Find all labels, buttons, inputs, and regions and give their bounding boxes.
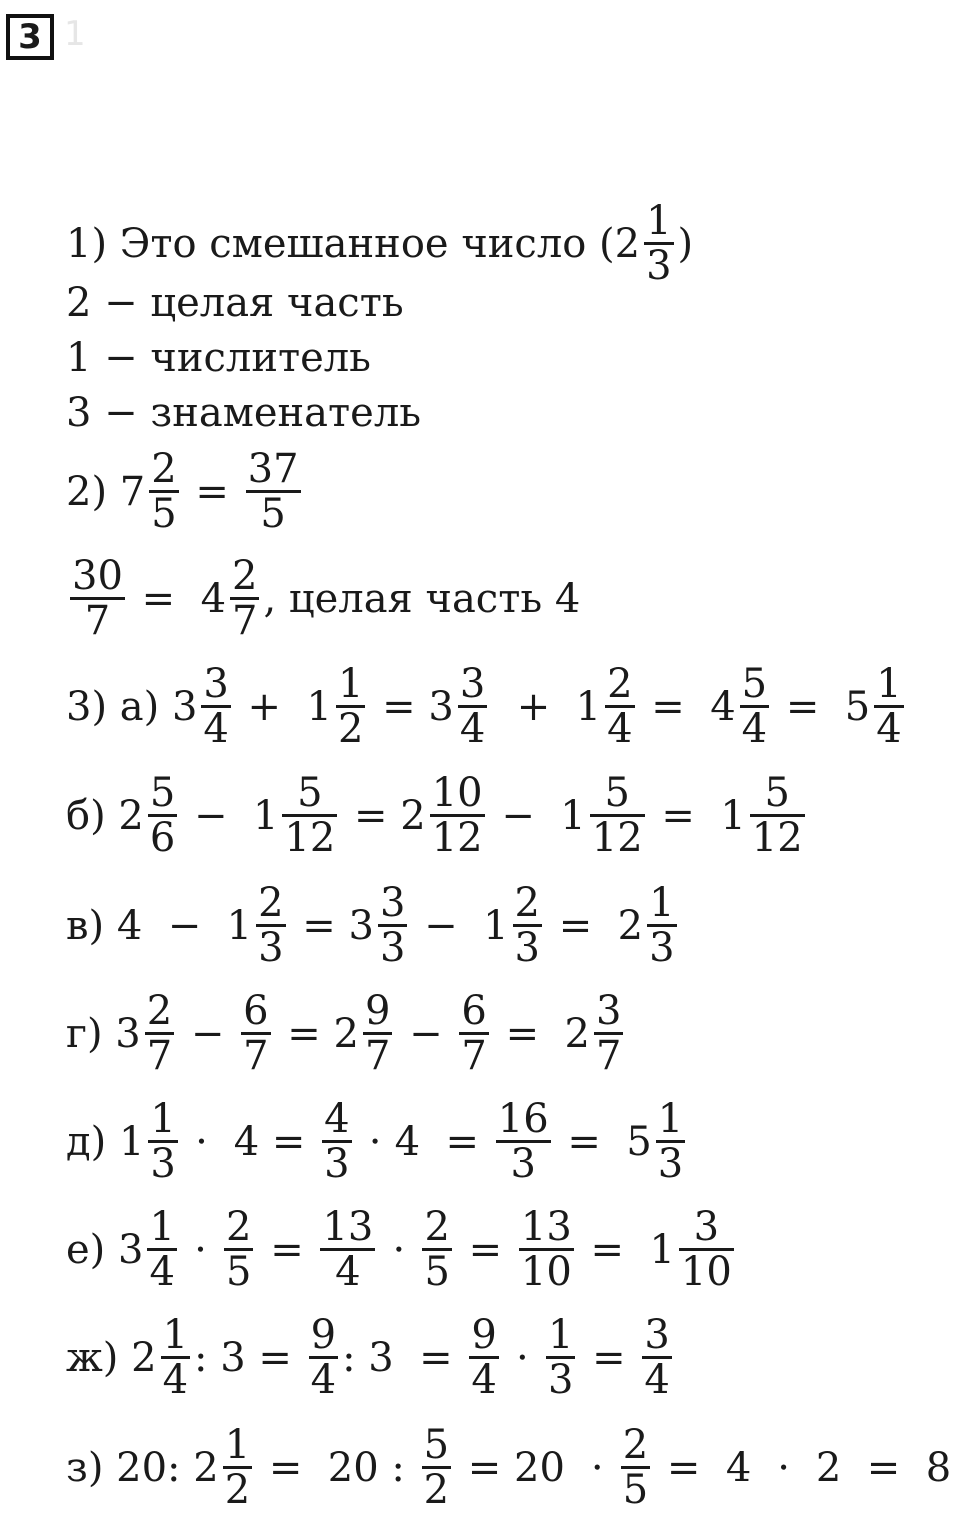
fraction-denominator: 4 — [471, 1357, 497, 1403]
fraction-denominator: 7 — [84, 598, 111, 644]
fraction — [309, 1314, 338, 1401]
fraction — [590, 772, 645, 859]
math-text: ⋅ — [502, 1334, 542, 1381]
math-text: ⋅ 4 = — [181, 1118, 319, 1165]
fraction-numerator: 16 — [497, 1096, 549, 1142]
fraction-denominator: 4 — [876, 706, 902, 752]
fraction-denominator: 3 — [649, 925, 675, 971]
fraction-denominator: 3 — [324, 1141, 350, 1187]
fraction — [246, 448, 301, 535]
math-text: 3) а) 3 — [66, 683, 198, 730]
math-text: = 2 — [341, 792, 426, 839]
math-text: = 20 : — [256, 1444, 418, 1491]
math-text: : 3 = — [194, 1334, 305, 1381]
math-text: = 2 — [492, 1010, 590, 1057]
fraction-denominator: 7 — [595, 1033, 622, 1079]
fraction-denominator: 3 — [547, 1357, 574, 1403]
line-3b — [66, 772, 809, 859]
fraction — [458, 663, 487, 750]
fraction-numerator: 5 — [764, 770, 790, 816]
fraction — [201, 663, 230, 750]
math-text: = 2 — [546, 902, 644, 949]
fraction-denominator: 4 — [162, 1357, 189, 1403]
math-text: = 4 ⋅ 2 = 8 — [654, 1444, 952, 1491]
fraction — [679, 1206, 734, 1293]
fraction — [149, 448, 178, 535]
faint-mark: 1 — [64, 14, 86, 54]
fraction-numerator: 1 — [224, 1422, 251, 1468]
fraction-denominator: 3 — [379, 925, 406, 971]
fraction-denominator: 5 — [424, 1249, 450, 1295]
fraction — [147, 1206, 176, 1293]
fraction-denominator: 4 — [459, 706, 486, 752]
fraction-numerator: 5 — [423, 1422, 450, 1468]
task-number: 3 — [18, 17, 42, 57]
math-text: : 3 = — [342, 1334, 466, 1381]
fraction-numerator: 1 — [646, 198, 672, 244]
fraction-numerator: 2 — [622, 1422, 649, 1468]
fraction-numerator: 5 — [604, 770, 630, 816]
fraction — [161, 1314, 190, 1401]
fraction-numerator: 10 — [431, 770, 483, 816]
math-text: = 2 — [274, 1010, 359, 1057]
math-text: = 3 — [289, 902, 374, 949]
fraction-denominator: 2 — [224, 1467, 251, 1513]
fraction — [378, 882, 407, 969]
math-text: − 1 — [488, 792, 586, 839]
line-2-conversion — [66, 448, 305, 535]
fraction — [656, 1098, 685, 1185]
fraction-denominator: 7 — [232, 598, 258, 644]
fraction-numerator: 2 — [514, 880, 540, 926]
fraction — [513, 882, 542, 969]
fraction-numerator: 3 — [693, 1204, 720, 1250]
fraction-denominator: 3 — [510, 1141, 536, 1187]
fraction-numerator: 1 — [162, 1312, 189, 1358]
fraction-numerator: 2 — [146, 988, 173, 1034]
fraction-denominator: 12 — [284, 815, 336, 861]
fraction — [241, 990, 270, 1077]
fraction-denominator: 3 — [258, 925, 284, 971]
fraction-denominator: 5 — [622, 1467, 649, 1513]
fraction-denominator: 4 — [741, 706, 768, 752]
line-3zh — [66, 1314, 676, 1401]
fraction-denominator: 4 — [644, 1357, 670, 1403]
fraction-denominator: 5 — [260, 491, 286, 537]
math-text: ) — [677, 220, 694, 267]
fraction-numerator: 6 — [461, 988, 487, 1034]
fraction — [422, 1206, 451, 1293]
fraction-numerator: 3 — [644, 1312, 670, 1358]
fraction-denominator: 3 — [514, 925, 540, 971]
fraction-numerator: 9 — [471, 1312, 497, 1358]
math-text: = 1 — [577, 1226, 675, 1273]
fraction — [496, 1098, 551, 1185]
math-text: = — [579, 1334, 639, 1381]
fraction-numerator: 30 — [72, 553, 123, 599]
fraction — [256, 882, 285, 969]
fraction-numerator: 1 — [337, 661, 364, 707]
fraction-numerator: 9 — [365, 988, 391, 1034]
fraction-denominator: 10 — [680, 1249, 732, 1295]
fraction-numerator: 13 — [322, 1204, 374, 1250]
fraction-numerator: 5 — [741, 661, 768, 707]
fraction — [750, 772, 805, 859]
math-text: 2 − целая часть — [66, 280, 404, 326]
fraction — [223, 1424, 252, 1511]
fraction-numerator: 5 — [149, 770, 176, 816]
fraction — [644, 200, 673, 287]
fraction-denominator: 7 — [365, 1033, 391, 1079]
math-text: = 20 ⋅ — [455, 1444, 617, 1491]
fraction — [145, 990, 174, 1077]
math-text: − — [178, 1010, 238, 1057]
line-3e — [66, 1206, 738, 1293]
math-text: 3 − знаменатель — [66, 390, 421, 436]
fraction-numerator: 3 — [459, 661, 486, 707]
fraction — [282, 772, 337, 859]
fraction — [740, 663, 769, 750]
line-3g — [66, 990, 627, 1077]
fraction — [874, 663, 903, 750]
line-3a — [66, 663, 908, 750]
fraction-denominator: 6 — [149, 815, 176, 861]
math-text: + 1 — [491, 683, 602, 730]
fraction — [230, 555, 259, 642]
fraction-denominator: 12 — [591, 815, 643, 861]
fraction-denominator: 7 — [243, 1033, 269, 1079]
math-text: е) 3 — [66, 1226, 144, 1273]
fraction — [605, 663, 634, 750]
fraction-denominator: 12 — [751, 815, 803, 861]
fraction — [322, 1098, 351, 1185]
fraction — [320, 1206, 375, 1293]
math-text: = — [182, 468, 242, 515]
fraction-numerator: 1 — [657, 1096, 684, 1142]
fraction-numerator: 6 — [243, 988, 269, 1034]
line-1-intro — [66, 200, 693, 287]
line-numerator — [66, 335, 371, 381]
math-text: ⋅ — [379, 1226, 419, 1273]
math-text: ⋅ — [180, 1226, 221, 1273]
fraction-numerator: 1 — [149, 1204, 175, 1250]
math-text: = — [257, 1226, 317, 1273]
fraction-denominator: 12 — [431, 815, 483, 861]
fraction — [422, 1424, 451, 1511]
fraction — [430, 772, 485, 859]
fraction-denominator: 3 — [657, 1141, 684, 1187]
fraction — [469, 1314, 498, 1401]
fraction-denominator: 4 — [310, 1357, 337, 1403]
math-text: 1) Это смешанное число (2 — [66, 220, 641, 267]
math-text: + 1 — [234, 683, 332, 730]
fraction — [519, 1206, 574, 1293]
fraction-denominator: 3 — [646, 243, 672, 289]
fraction-numerator: 37 — [247, 446, 299, 492]
math-text: = 1 — [648, 792, 746, 839]
math-text: 2) 7 — [66, 468, 146, 515]
fraction — [224, 1206, 253, 1293]
fraction-numerator: 1 — [150, 1096, 176, 1142]
fraction-numerator: 2 — [232, 553, 258, 599]
fraction-denominator: 3 — [150, 1141, 176, 1187]
math-text: з) 20: 2 — [66, 1444, 219, 1491]
fraction-numerator: 13 — [520, 1204, 572, 1250]
fraction — [459, 990, 488, 1077]
fraction — [594, 990, 623, 1077]
line-3z — [66, 1424, 951, 1511]
fraction-denominator: 4 — [149, 1249, 175, 1295]
fraction — [148, 772, 177, 859]
math-text: = 5 — [773, 683, 871, 730]
fraction-numerator: 2 — [258, 880, 284, 926]
line-3v — [66, 882, 681, 969]
fraction-numerator: 2 — [607, 661, 633, 707]
math-text: = 3 — [369, 683, 454, 730]
fraction-numerator: 9 — [310, 1312, 337, 1358]
line-whole-part — [66, 280, 404, 326]
math-text: = 4 — [638, 683, 736, 730]
fraction — [148, 1098, 177, 1185]
math-text: ⋅ 4 = — [355, 1118, 492, 1165]
fraction-numerator: 4 — [324, 1096, 350, 1142]
fraction-numerator: 3 — [203, 661, 229, 707]
fraction — [336, 663, 365, 750]
fraction — [642, 1314, 671, 1401]
math-text: б) 2 — [66, 792, 144, 839]
fraction-denominator: 10 — [520, 1249, 572, 1295]
fraction-denominator: 4 — [335, 1249, 361, 1295]
fraction — [363, 990, 392, 1077]
task-number-badge — [6, 14, 54, 60]
fraction-numerator: 5 — [297, 770, 323, 816]
math-text: ж) 2 — [66, 1334, 157, 1381]
fraction — [647, 882, 676, 969]
fraction-denominator: 4 — [203, 706, 229, 752]
fraction-numerator: 3 — [595, 988, 622, 1034]
math-text: в) 4 − 1 — [66, 902, 253, 949]
fraction-numerator: 3 — [379, 880, 406, 926]
math-text: 1 − числитель — [66, 335, 371, 381]
fraction-denominator: 5 — [226, 1249, 252, 1295]
fraction-numerator: 1 — [547, 1312, 574, 1358]
math-text: − — [396, 1010, 456, 1057]
math-text: , целая часть 4 — [263, 575, 581, 622]
fraction-numerator: 2 — [151, 446, 177, 492]
math-text: д) 1 — [66, 1118, 145, 1165]
fraction-denominator: 2 — [423, 1467, 450, 1513]
math-text: = 5 — [554, 1118, 652, 1165]
fraction-denominator: 2 — [337, 706, 364, 752]
fraction — [70, 555, 125, 642]
fraction-denominator: 7 — [461, 1033, 487, 1079]
fraction-numerator: 1 — [649, 880, 675, 926]
math-text: = — [455, 1226, 515, 1273]
fraction-numerator: 2 — [424, 1204, 450, 1250]
fraction-denominator: 5 — [151, 491, 177, 537]
math-text: − 1 — [411, 902, 509, 949]
fraction — [621, 1424, 650, 1511]
line-3d — [66, 1098, 689, 1185]
fraction-numerator: 1 — [876, 661, 902, 707]
fraction — [546, 1314, 575, 1401]
math-text: = 4 — [128, 575, 227, 622]
line-denominator — [66, 390, 421, 436]
line-2-whole-part — [66, 555, 580, 642]
fraction-numerator: 2 — [226, 1204, 252, 1250]
math-text: − 1 — [181, 792, 279, 839]
fraction-denominator: 4 — [607, 706, 633, 752]
math-text: г) 3 — [66, 1010, 141, 1057]
fraction-denominator: 7 — [146, 1033, 173, 1079]
